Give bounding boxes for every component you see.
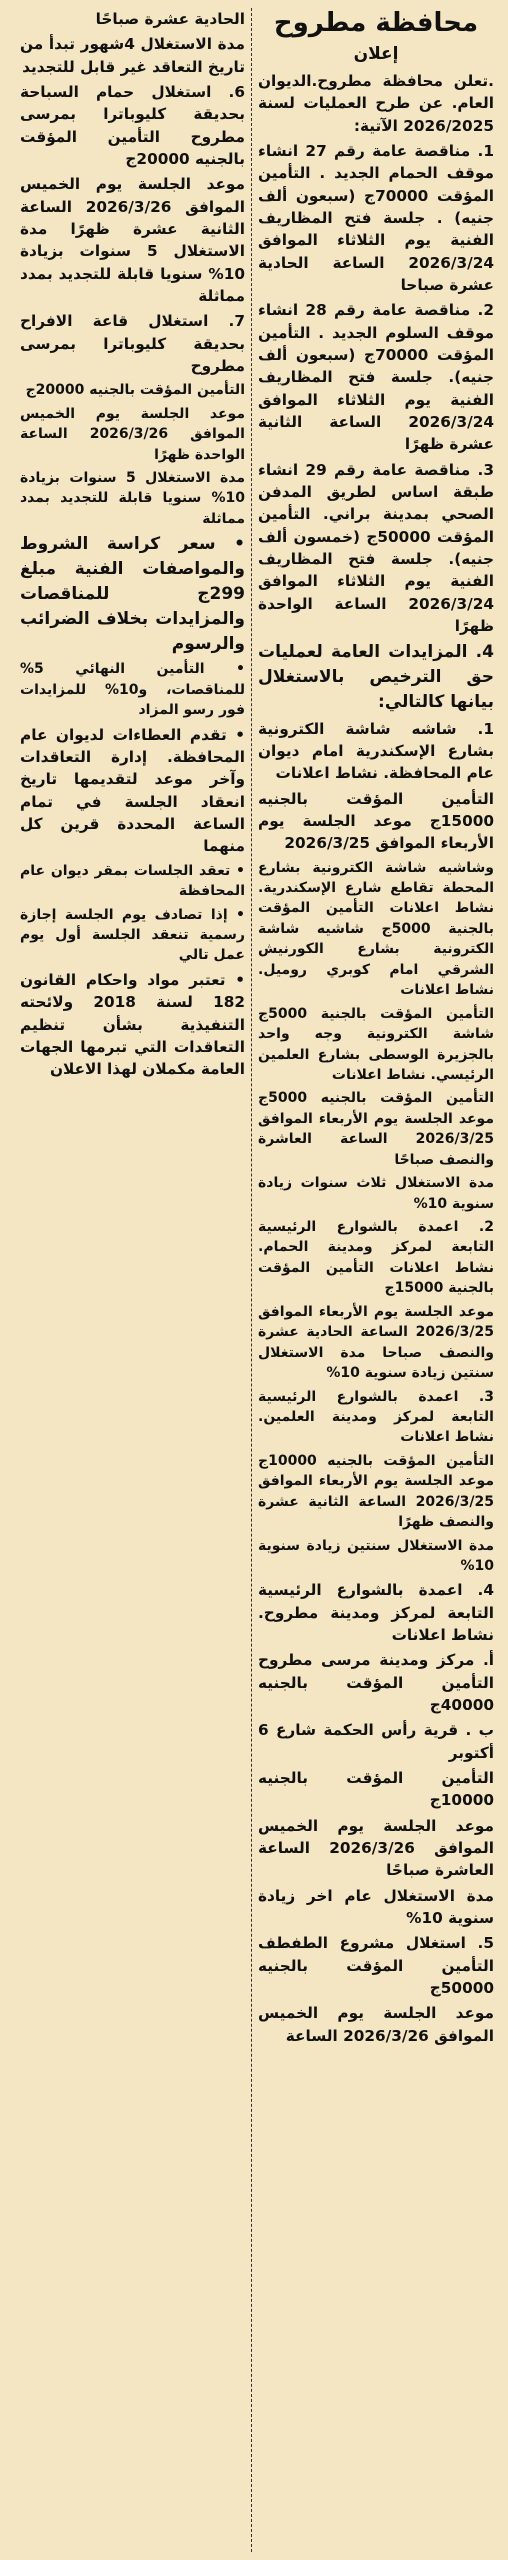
auction-7-item: 7. استغلال قاعة الافراح بحديقة كليوباترا بمرسى مطروح bbox=[20, 312, 245, 375]
note-session-location: • تعقد الجلسات بمقر ديوان عام المحافظة bbox=[20, 862, 245, 900]
announcement-label: إعلان bbox=[353, 44, 399, 64]
auction-5-item: 5. استغلال مشروع الطفطف التأمين المؤقت بالجنيه 50000ج bbox=[258, 1934, 494, 1998]
auction-1-screen-island: التأمين المؤقت بالجنية 5000ج شاشة الكترونية وجه واحد بالجزيرة الوسطى بشارع العلمين الرئيسي. نشاط اعلانات bbox=[258, 1005, 494, 1083]
auction-7-session: موعد الجلسة يوم الخميس الموافق 2026/3/26 الساعة الواحدة ظهرًا bbox=[20, 405, 245, 463]
auctions-heading: 4. المزايدات العامة لعمليات حق الترخيص بالاستغلال بيانها كالتالي: bbox=[258, 642, 494, 712]
auction-2-session: موعد الجلسة يوم الأربعاء الموافق 2026/3/25 الساعة الحادية عشرة والنصف صباحا مدة الاستغلال سنتين زيادة سنوية 10% bbox=[258, 1303, 494, 1382]
auction-5-session-time: الحادية عشرة صباحًا bbox=[95, 10, 245, 28]
right-column bbox=[252, 8, 502, 2552]
auction-4a: أ. مركز ومدينة مرسى مطروح التأمين المؤقت بالجنيه 40000ج bbox=[258, 1651, 494, 1715]
note-holiday: • إذا تصادف يوم الجلسة إجازة رسمية تنعقد الجلسة أول يوم عمل تالي bbox=[20, 906, 245, 964]
page-title: محافظة مطروح bbox=[273, 8, 479, 38]
auction-4b: ب . قرية رأس الحكمة شارع 6 أكتوبر bbox=[258, 1721, 494, 1762]
auction-3-session: التأمين المؤقت بالجنيه 10000ج موعد الجلسة يوم الأربعاء الموافق 2026/3/25 الساعة الثانية عشرة والنصف ظهرًا bbox=[258, 1452, 494, 1531]
auction-7-insurance: التأمين المؤقت بالجنيه 20000ج bbox=[25, 382, 245, 399]
auction-4b-insurance: التأمين المؤقت بالجنيه 10000ج bbox=[258, 1769, 494, 1810]
note-law: • تعتبر مواد واحكام القانون 182 لسنة 2018 ولائحته التنفيذية بشأن تنظيم التعاقدات التي تبرمها الجهات العامة مكملان لهذا الاعلان bbox=[20, 970, 245, 1079]
tender-3: 3. مناقصة عامة رقم 29 انشاء طبقة اساس لطريق المدفن الصحي بمدينة براني. التأمين المؤقت 50000ج (خمسون ألف جنيه). جلسة فتح المظاريف الفنية يوم الثلاثاء الموافق 2026/3/24 الساعة الواحدة ظهرًا bbox=[258, 460, 494, 635]
auction-1-screens: وشاشيه شاشة الكترونية بشارع المحطة تقاطع شارع الإسكندرية. نشاط اعلانات التأمين المؤقت بالجنية 5000ج شاشيه شاشة الكترونية بشارع الكورنيش الشرقي امام كوبري روميل. نشاط اعلانات bbox=[258, 859, 494, 999]
tender-1: 1. مناقصة عامة رقم 27 انشاء موقف الحمام الجديد . التأمين المؤقت 70000ج (سبعون ألف جنيه) . جلسة فتح المظاريف الفنية يوم الثلاثاء الموافق 2026/3/24 الساعة الحادية عشرة صباحا bbox=[258, 141, 494, 294]
tender-2: 2. مناقصة عامة رقم 28 انشاء موقف السلوم الجديد . التأمين المؤقت 70000ج (سبعون ألف جنيه). جلسة فتح المظاريف الفنية يوم الثلاثاء الموافق 2026/3/24 الساعة الثانية عشرة ظهرًا bbox=[258, 301, 494, 454]
auction-1-duration: مدة الاستغلال ثلاث سنوات زيادة سنوية 10% bbox=[258, 1175, 494, 1212]
note-submission: • تقدم العطاءات لديوان عام المحافظة. إدارة التعاقدات وآخر موعد لتقديمها تاريخ انعقاد الجلسة في تمام الساعة المحددة قرين كل منهما bbox=[20, 725, 245, 856]
auction-1-item: 1. شاشه شاشة الكترونية بشارع الإسكندرية امام ديوان عام المحافظة. نشاط اعلانات bbox=[258, 719, 494, 783]
auction-3-item: 3. اعمدة بالشوارع الرئيسية التابعة لمركز ومدينة العلمين. نشاط اعلانات bbox=[258, 1388, 494, 1446]
left-column bbox=[12, 8, 252, 2552]
auction-2-item: 2. اعمدة بالشوارع الرئيسية التابعة لمركز ومدينة الحمام. نشاط اعلانات التأمين المؤقت بالجنية 15000ج bbox=[258, 1219, 494, 1297]
auction-6-item: 6. استغلال حمام السباحة بحديقة كليوباترا بمرسى مطروح التأمين المؤقت بالجنيه 20000ج bbox=[20, 82, 245, 168]
auction-4-item: 4. اعمدة بالشوارع الرئيسية التابعة لمركز ومدينة مطروح. نشاط اعلانات bbox=[258, 1581, 494, 1645]
auction-4-duration: مدة الاستغلال عام اخر زيادة سنوية 10% bbox=[258, 1886, 494, 1928]
auction-4-session: موعد الجلسة يوم الخميس الموافق 2026/3/26 الساعة العاشرة صباحًا bbox=[258, 1816, 494, 1880]
auction-3-duration: مدة الاستغلال سنتين زيادة سنوية 10% bbox=[258, 1537, 494, 1575]
columns-container bbox=[6, 8, 502, 2552]
auction-5-session: موعد الجلسة يوم الخميس الموافق 2026/3/26 الساعة bbox=[258, 2004, 494, 2045]
note-final-insurance: • التأمين النهائي 5% للمناقصات، و10% للمزايدات فور رسو المزاد bbox=[20, 661, 246, 719]
intro-paragraph: .تعلن محافظة مطروح.الديوان العام. عن طرح العمليات لسنة 2026/2025 الآتية: bbox=[258, 72, 494, 135]
auction-1-session: التأمين المؤقت بالجنيه 5000ج موعد الجلسة يوم الأربعاء الموافق 2026/3/25 الساعة العاشرة والنصف صباحًا bbox=[258, 1090, 494, 1168]
auction-7-duration: مدة الاستغلال 5 سنوات بزيادة 10% سنويا قابلة للتجديد بمدد مماثلة bbox=[20, 470, 245, 527]
auction-1-insurance: التأمين المؤقت بالجنيه 15000ج موعد الجلسة يوم الأربعاء الموافق 2026/3/25 bbox=[258, 789, 494, 853]
auction-5-duration: مدة الاستغلال 4شهور تبدأ من تاريخ التعاقد غير قابل للتجديد bbox=[20, 35, 245, 76]
note-booklet-price: • سعر كراسة الشروط والمواصفات الفنية مبلغ 299ج للمناقصات والمزايدات بخلاف الضرائب والرسوم bbox=[20, 534, 245, 654]
auction-6-session: موعد الجلسة يوم الخميس الموافق 2026/3/26 الساعة الثانية عشرة ظهرًا مدة الاستغلال 5 سنوات بزيادة 10% سنويا قابلة للتجديد بمدد مماثلة bbox=[20, 175, 245, 305]
